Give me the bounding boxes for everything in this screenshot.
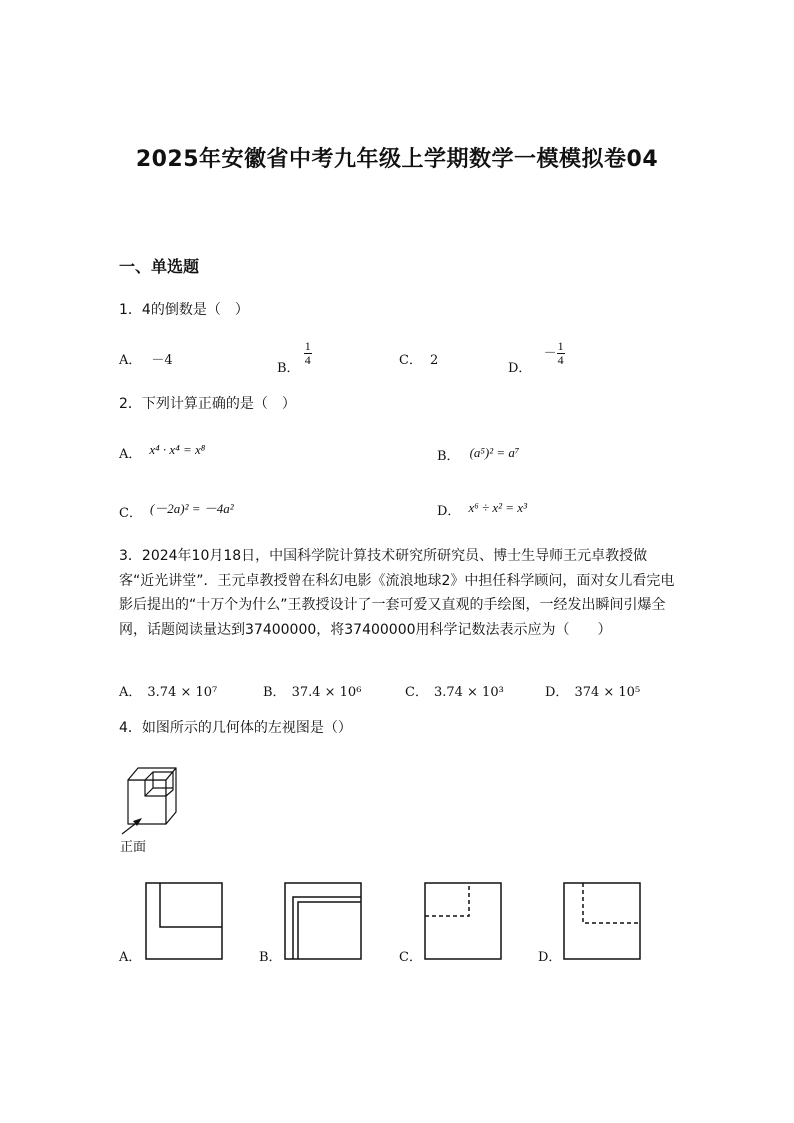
q4-option-a-label: A．: [119, 950, 142, 965]
option-value: 2: [429, 353, 439, 368]
q1-option-a: [119, 349, 173, 368]
fraction: [557, 340, 565, 367]
q3-option-b: [263, 681, 361, 700]
numerator: 1: [557, 339, 564, 353]
q2-option-d: [437, 500, 527, 519]
question-4-stem: 4．如图所示的几何体的左视图是（）: [119, 720, 352, 736]
q4-option-a-figure: [145, 882, 223, 960]
option-expression: 374 × 10⁵: [574, 685, 641, 700]
q4-option-b-label: B．: [259, 950, 282, 965]
option-label: A．: [119, 685, 142, 700]
q1-option-d: [508, 339, 565, 376]
q3-option-a: [119, 681, 217, 700]
option-label: D．: [508, 361, 532, 376]
option-expression: (a⁵)² = a⁷: [469, 445, 520, 460]
q2-option-c: [119, 502, 234, 521]
question-2-stem: 2．下列计算正确的是（ ）: [119, 396, 296, 412]
option-label: D．: [437, 504, 461, 519]
option-expression: (－2a)² = －4a²: [149, 501, 234, 516]
option-expression: 3.74 × 10⁷: [147, 685, 218, 700]
question-3-stem: 3．2024年10月18日，中国科学院计算技术研究所研究员、博士生导师王元卓教授做客“近光讲堂”．王元卓教授曾在科幻电影《流浪地球2》中担任科学顾问，面对女儿看完电影后提出的“十万个为什么”王教授设计了一套可爱又直观的手绘图，一经发出瞬间引爆全网，话题阅读量达到37400000，将37400000用科学记数法表示应为（ ）: [119, 548, 675, 638]
option-label: C．: [399, 353, 422, 368]
q1-option-b: [277, 339, 312, 376]
q2-option-b: [437, 445, 519, 464]
q3-option-d: [545, 681, 640, 700]
fraction: [304, 340, 312, 367]
option-label: C．: [405, 685, 428, 700]
q2-option-a: [119, 443, 205, 462]
option-value: －4: [151, 353, 173, 368]
minus-sign: －: [543, 346, 557, 361]
option-label: A．: [119, 447, 142, 462]
front-label: 正面: [120, 840, 147, 855]
q4-option-d-label: D．: [538, 950, 562, 965]
option-expression: 3.74 × 10³: [433, 685, 504, 700]
q4-option-b-figure: [284, 882, 362, 960]
option-expression: x⁴ · x⁴ = x⁸: [149, 442, 206, 457]
page-title: 2025年安徽省中考九年级上学期数学一模模拟卷04: [135, 147, 659, 172]
option-label: D．: [545, 685, 569, 700]
option-label: B．: [263, 685, 286, 700]
option-label: C．: [119, 506, 142, 521]
option-expression: x⁶ ÷ x² = x³: [468, 500, 527, 515]
denominator: 4: [304, 353, 311, 367]
option-expression: 37.4 × 10⁶: [291, 685, 362, 700]
numerator: 1: [304, 339, 311, 353]
q4-option-c-label: C．: [399, 950, 422, 965]
solid-figure: [118, 762, 188, 842]
q4-option-d-figure: [563, 882, 641, 960]
q1-option-c: [399, 349, 438, 368]
q4-option-c-figure: [424, 882, 502, 960]
denominator: 4: [557, 353, 564, 367]
option-label: A．: [119, 353, 142, 368]
section-heading: 一、单选题: [119, 257, 200, 276]
option-label: B．: [277, 361, 300, 376]
q3-option-c: [405, 681, 504, 700]
question-1-stem: 1．4的倒数是（ ）: [119, 302, 249, 318]
option-label: B．: [437, 449, 460, 464]
